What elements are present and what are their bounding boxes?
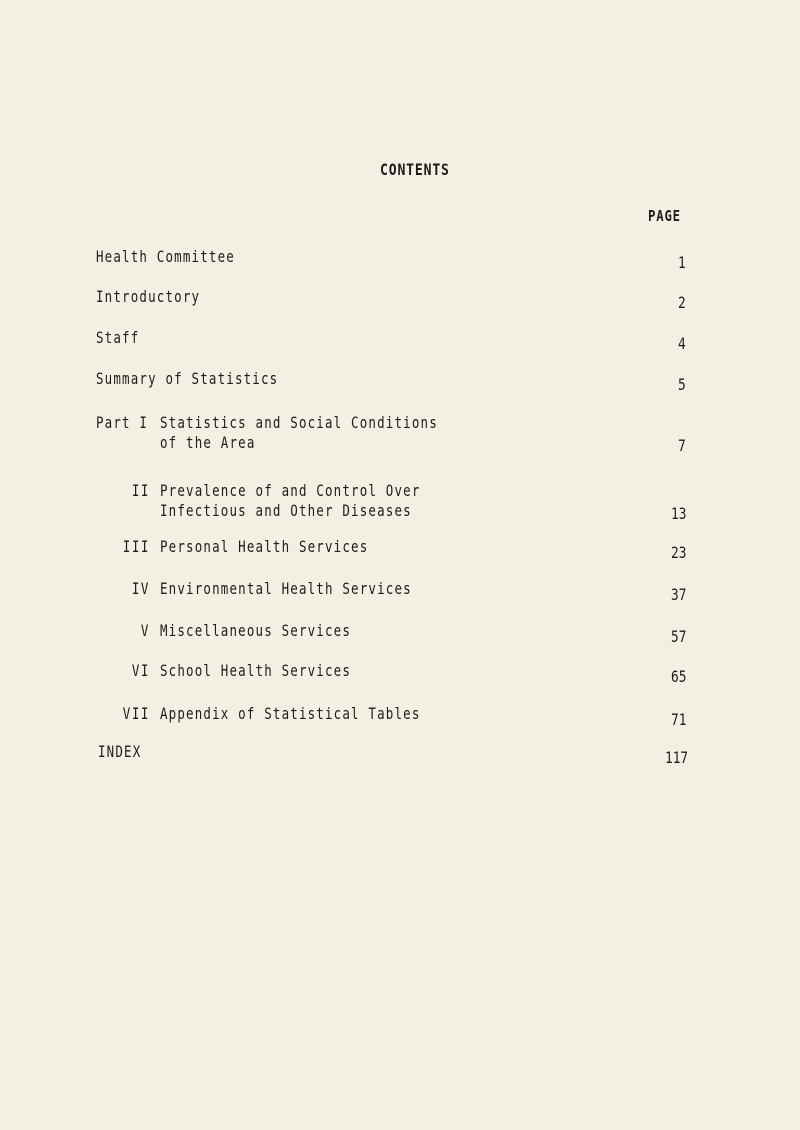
page-number: 65 [671,667,687,686]
page-number: 2 [678,293,686,312]
part-label: VI [131,661,150,680]
page-number: 71 [671,710,687,729]
page-number: 13 [671,504,687,523]
part-title-line: of the Area [160,433,256,452]
part-title-line: Statistics and Social Conditions [160,413,438,432]
page-number: 1 [678,253,686,272]
page-number: 5 [678,375,686,394]
page-column-label: PAGE [648,207,681,225]
part-title: Miscellaneous Services [160,621,352,640]
part-label: Part I [96,413,149,432]
part-label: III [122,537,150,556]
page-number: 117 [665,748,689,767]
page-number: 57 [671,627,687,646]
part-title: School Health Services [160,661,352,680]
page-number: 4 [678,334,686,353]
contents-heading: CONTENTS [380,160,450,179]
part-title: Personal Health Services [160,537,369,556]
entry-staff: Staff [96,328,140,347]
part-title: Environmental Health Services [160,579,412,598]
entry-health-committee: Health Committee [96,247,235,266]
page-number: 7 [678,436,686,455]
entry-index: INDEX [98,742,142,761]
part-label: V [140,621,150,640]
part-title-line: Infectious and Other Diseases [160,501,412,520]
part-label: II [131,481,150,500]
part-label: VII [122,704,150,723]
entry-summary-of-statistics: Summary of Statistics [96,369,279,388]
part-title-line: Prevalence of and Control Over [160,481,421,500]
entry-introductory: Introductory [96,287,201,306]
part-label: IV [131,579,150,598]
part-title: Appendix of Statistical Tables [160,704,421,723]
page-number: 37 [671,585,687,604]
page-number: 23 [671,543,687,562]
